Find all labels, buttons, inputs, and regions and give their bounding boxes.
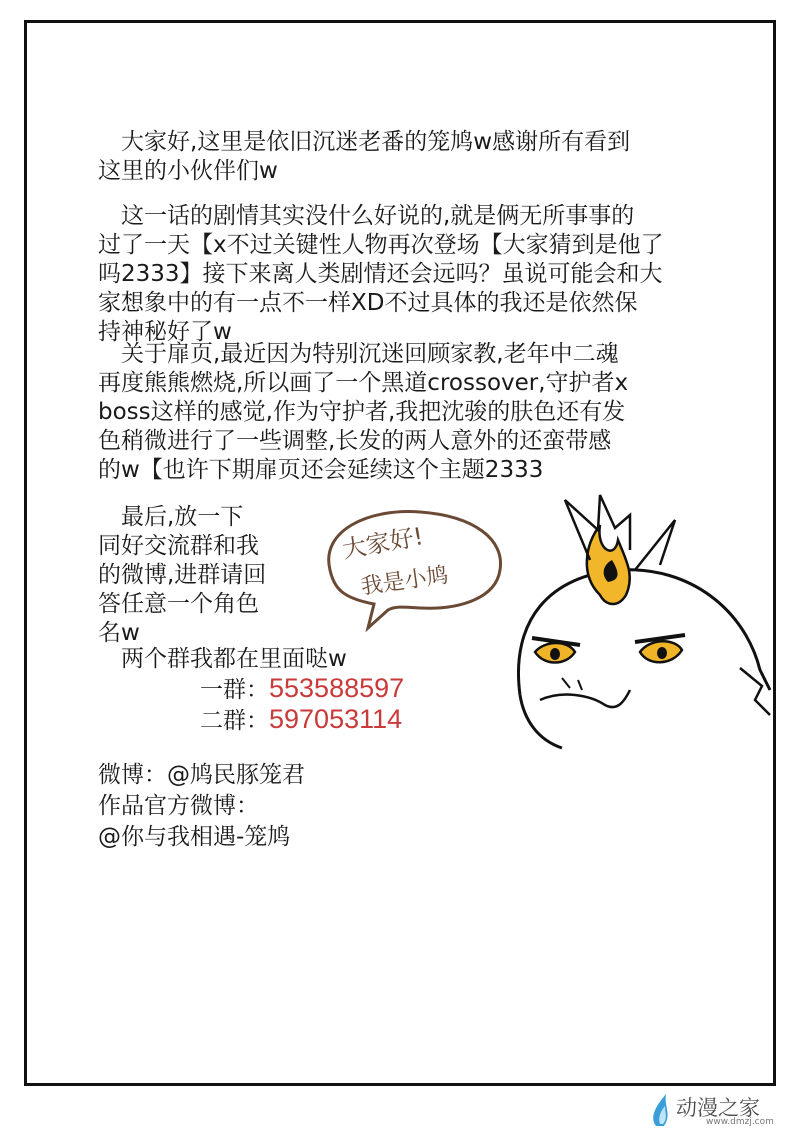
- text-line: 色稍微进行了一些调整,长发的两人意外的还蛮带感: [98, 428, 612, 454]
- paragraph-cover-page: [98, 340, 738, 485]
- text-line: 同好交流群和我: [98, 533, 259, 559]
- text-line: 持神秘好了w: [98, 319, 232, 345]
- site-watermark-url: www.dmzj.com: [706, 1117, 774, 1127]
- text-line: 这一话的剧情其实没什么好说的,就是俩无所事事的: [98, 203, 635, 229]
- text-line: 这里的小伙伴们w: [98, 158, 278, 184]
- text-line: 两个群我都在里面哒w: [98, 646, 347, 672]
- text-line: 家想象中的有一点不一样XD不过具体的我还是依然保: [98, 290, 638, 316]
- bubble-text-1: 大家好!: [340, 522, 426, 564]
- text-line: 吗2333】接下来离人类剧情还会远吗？虽说可能会和大: [98, 261, 663, 287]
- text-line: 大家好,这里是依旧沉迷老番的笼鸠w感谢所有看到: [98, 129, 631, 155]
- text-line: boss这样的感觉,作为守护者,我把沈骏的肤色还有发: [98, 399, 626, 425]
- mascot-illustration: [300, 490, 780, 760]
- text-line: 关于扉页,最近因为特别沉迷回顾家教,老年中二魂: [98, 341, 619, 367]
- bubble-text-2: 我是小鸠: [359, 562, 450, 600]
- paragraph-story: [98, 202, 738, 347]
- group-label: 一群：: [200, 677, 269, 703]
- group-number: 597053114: [269, 704, 403, 734]
- group-number: 553588597: [269, 673, 405, 703]
- text-line: 再度熊熊燃烧,所以画了一个黑道crossover,守护者x: [98, 370, 629, 396]
- official-weibo-label: 作品官方微博：: [98, 793, 259, 819]
- text-line: 过了一天【x不过关键性人物再次登场【大家猜到是他了: [98, 232, 664, 258]
- contact-info: [98, 760, 305, 853]
- text-line: 名w: [98, 620, 140, 646]
- group-label: 二群：: [200, 708, 269, 734]
- text-line: 最后,放一下: [98, 504, 244, 530]
- text-line: 的w【也许下期扉页还会延续这个主题2333: [98, 457, 544, 483]
- weibo-line: 微博：@鸠民豚笼君: [98, 762, 305, 788]
- mascot: [518, 495, 770, 748]
- paragraph-greeting: [98, 128, 738, 186]
- official-weibo-handle: @你与我相遇-笼鸠: [98, 824, 291, 850]
- speech-bubble: [329, 512, 501, 628]
- site-watermark-name: 动漫之家: [676, 1096, 760, 1120]
- text-line: 的微博,进群请回: [98, 562, 267, 588]
- text-line: 答任意一个角色: [98, 591, 259, 617]
